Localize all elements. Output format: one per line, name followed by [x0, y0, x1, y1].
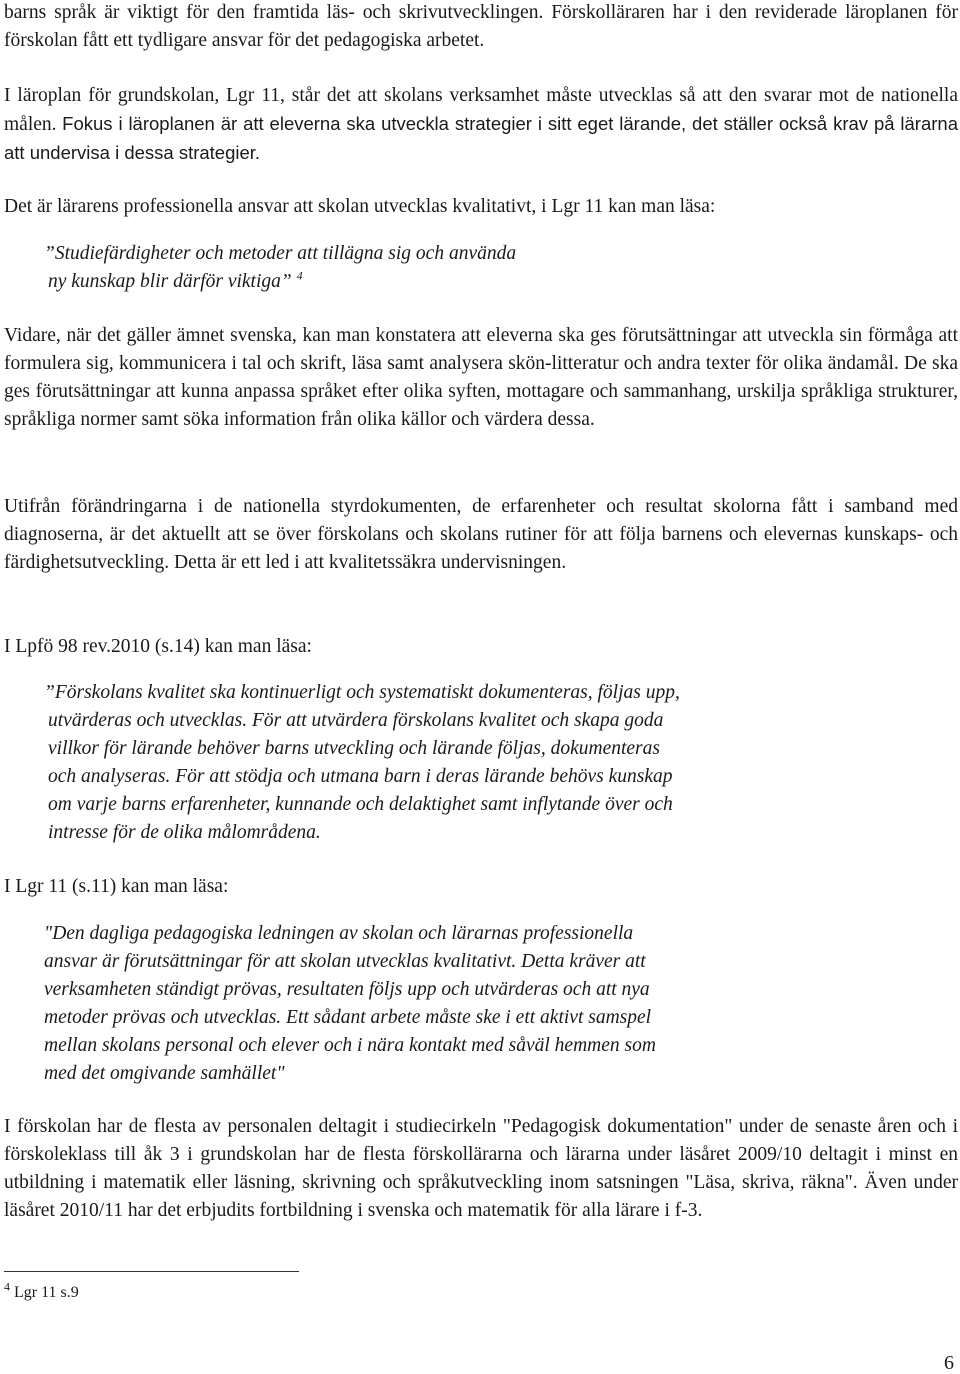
paragraph-lgr11-sentence-2: Fokus i läroplanen är att eleverna ska utveckla strategier i sitt eget lärande, det ställer också krav på lärarna att undervisa i dessa strategier. [4, 113, 958, 163]
quote-line: ny kunskap blir därför viktiga” [48, 271, 292, 292]
quote-line: verksamheten ständigt prövas, resultaten följs upp och utvärderas och att nya [44, 979, 650, 1000]
quote-line: utvärderas och utvecklas. För att utvärdera förskolans kvalitet och skapa goda [48, 710, 664, 731]
footnote-number: 4 [4, 1279, 10, 1294]
paragraph-swedish-subject [4, 322, 958, 434]
footnote-reference: 4 [296, 268, 303, 283]
quote-lgr11-leadership [44, 920, 656, 1088]
paragraph-swedish-sentence-1: Vidare, när det gäller ämnet svenska, kan man konstatera att eleverna ska ges förutsättningar att utveckla sin förmåga att formulera sig, kommunicera i tal och skrift, läsa samt analysera skön-litteratur och andra texter för olika ändamål. [4, 325, 958, 374]
paragraph-lgr11 [4, 82, 958, 168]
quote-line: metoder prövas och utvecklas. Ett sådant arbete måste ske i ett aktivt samspel [44, 1007, 652, 1028]
quote-line: om varje barns erfarenheter, kunnande och delaktighet samt inflytande över och [48, 794, 673, 815]
page-number: 6 [944, 1352, 954, 1374]
quote-line-with-ref [48, 268, 516, 296]
quote-line: ”Förskolans kvalitet ska kontinuerligt och systematiskt dokumenteras, följas upp, [44, 682, 680, 703]
quote-lgr11-study-skills [44, 240, 517, 296]
quote-line: intresse för de olika målområdena. [48, 822, 321, 843]
footnote [4, 1279, 79, 1304]
paragraph-lgr11-intro: I Lgr 11 (s.11) kan man läsa: [4, 876, 229, 897]
quote-line: ”Studiefärdigheter och metoder att tillägna sig och använda [44, 243, 517, 264]
paragraph-swedish-sentence-2: De ska ges förutsättningar att kunna anpassa språket efter olika syften, mottagare och sammanhang, urskilja språkliga strukturer, språkliga normer samt söka information från olika källor och värdera dessa. [4, 353, 959, 430]
paragraph-changes: Utifrån förändringarna i de nationella styrdokumenten, de erfarenheter och resultat skolorna fått i samband med diagnoserna, är det aktuellt att se över förskolans och skolans rutiner för att följa barnens och elevernas kunskaps- och färdighetsutveckling. Detta är ett led i att kvalitetssäkra undervisningen. [4, 496, 958, 573]
quote-line: "Den dagliga pedagogiska ledningen av skolan och lärarnas professionella [44, 923, 634, 944]
footnote-divider [4, 1271, 299, 1272]
quote-line: och analyseras. För att stödja och utmana barn i deras lärande behövs kunskap [48, 766, 673, 787]
footnote-text: Lgr 11 s.9 [14, 1284, 79, 1301]
quote-line: villkor för lärande behöver barns utveckling och lärande följas, dokumenteras [48, 738, 660, 759]
paragraph-training: I förskolan har de flesta av personalen deltagit i studiecirkeln "Pedagogisk dokumentation" under de senaste åren och i förskoleklass till åk 3 i grundskolan har de flesta förskollärarna och lärarna under läsåret 2009/10 deltagit i minst en utbildning i matematik eller läsning, skrivning och språkutveckling inom satsningen "Läsa, skriva, räkna". Även under läsåret 2010/11 har det erbjudits fortbildning i svenska och matematik för alla lärare i f-3. [4, 1116, 958, 1221]
quote-lpfo [44, 679, 680, 847]
paragraph-lgr11-sentence-1: I läroplan för grundskolan, Lgr 11, står det att skolans verksamhet måste utvecklas så att den svarar mot de nationella målen. [4, 85, 958, 135]
quote-line: ansvar är förutsättningar för att skolan utvecklas kvalitativt. Detta kräver att [44, 951, 646, 972]
quote-line: med det omgivande samhället" [44, 1063, 285, 1084]
paragraph-lpfo-intro: I Lpfö 98 rev.2010 (s.14) kan man läsa: [4, 636, 312, 657]
paragraph-intro: barns språk är viktigt för den framtida läs- och skrivutvecklingen. Förskolläraren har i den reviderade läroplanen för förskolan fått ett tydligare ansvar för det pedagogiska arbetet. [4, 2, 958, 51]
paragraph-teacher-responsibility: Det är lärarens professionella ansvar att skolan utvecklas kvalitativt, i Lgr 11 kan man läsa: [4, 196, 716, 217]
quote-line: mellan skolans personal och elever och i nära kontakt med såväl hemmen som [44, 1035, 656, 1056]
